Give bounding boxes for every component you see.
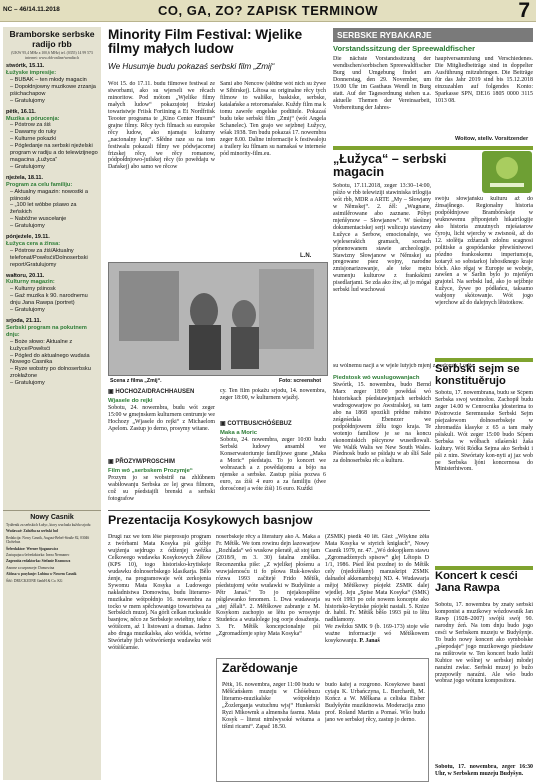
prozym-text: Prozym jo se wobstrił na zhlúbnem wabiłowanju Serbska ze lej grwa filmom, což su pśedstajili brenski a serbski fotografow [108,474,215,502]
serbske-col1: Die nächste Vorstandssitzung der wendischen/sorbischen Spreewaldfischer Burg und Umgebung findet am Donnerstag, den 29. November, um 19.00 Uhr im Gasthaus Wendl in Burg statt. Auf der Tagesordnung stehen u.a. aktuelle Themen der Vereinsarbeit, Vorbereitung der Jahres- [333,56,431,111]
event-date: srjoda, 21.11. [6,318,42,324]
event-head: Łužyca cera a źinsa: [6,240,61,247]
kosyk-col1: Drugi raz we tom lěśe pśeprosujo program z twórbami Mata Kosyka pśi góźbje wujźenja sejdrugo z ódźenjej zwěźka Celkowego wudawka Kosykowych Źěłow (KPS 10), togo historisko-krytiskeje wudawku dolnoserbskego klasikarja. Bělo źenje, na programowaje wót zerkojenia Sywomu Mata Kosyka a Ludowego nakładnistwa Domowina, budu literarno-muzikalne wótpołdnjo 16. nowembra za tocko w mem spěchowanigo towaristwa za Serbskich muzej. Na górli celkan rucksukle basnjow, něco ze Serbskeje swiełiny, teke z wótśicem, aź 1 listowani a dramas. Jadno abo druga muzikalska, ako wótkla, wórtne Stwórtaby jich wótwórśenju wudawku wót wótśišćamśe. [108,534,211,652]
sidebar-subtitle: (UKW 95,4 MHz a 100,6 MHz) tel. (0355) 14 99 573 internet: www.rbb-online/wendisch [11,51,93,60]
event-head: Muzika a pórucenja: [6,115,60,122]
rawp-body: Sobotu, 17. nowembra by znaty serbski komponist a muzikowy wózdowsnik Jan Rawp (1928–2007) swójśi swój 90. narodny źeń. Na tom dnju budo jogo cesći w Serbskem muzeju w Budyšynje. To budo nowy koncert ako symbolske „pśepodaje“ jogo muzikowego pśedstaw na mištrowie w. Ten koncert budo ludźi Kubice we wólnej w serbskej młodej naraźni zwłac. Serbski muzej jo bužo przepowiły naraźni. Ale wšo budo wobraz jogo wótunu kompositora. [435,602,533,685]
event-item: – Póstrow za śiś [10,122,51,129]
piedstosk-text: Stwórtk, 15. nowembra, budo Bernd Marx zeger 18:00 powědaś wó historiskach pśedstawjenjach serbskich wudrogowarjow po Awstralskej, su tam abo na 1868 spozikli prědne městno ześgeśedala Ebenezer we podpółdnjowem źělu togo kraja. Te wotenjo familiow je se na koncu ekonomiskich pśicynow wusedlowali. We Walik Walis we New South Wales. Pśednosk budo se pśidaju w ab śliš Sale za dolnoserbsku rěc a kulturu. [333,381,431,465]
sidebar-event [6,273,98,314]
nc-line: Ablosa w posyłanje: Lubina w Nowem Casnik [6,572,77,577]
event-item: – Ryze wobstry po dolnoserbsku zrokłažone [10,366,91,380]
hochoza-body [108,398,215,456]
sidebar-events [6,63,98,387]
event-item: – Nabóžne wuscełanje [10,216,67,223]
kosyk-col5-text: We zwězku SMK 9 (b. 169-173) stoje wše ważne informacije wó Mětškowem kosykowanju. [325,624,429,645]
prozym-label: ▣ PŘOZYM/PROSCHIM [108,459,176,465]
page-number: 7 [518,0,530,22]
event-item: – Gratulujomy [10,223,45,230]
sejm-title: Serbski sejm se konstituěrujo [435,363,520,387]
sidebar-event [6,234,98,269]
article1-title: Minority Film Festival: Wjelike filmy małych ludow [108,27,303,57]
luzyca-title: „Łužyca“ – serbski magacin [333,152,447,180]
event-item: – Pógledanje na serbski njeźelski program w radiju a do telewizijnego magacina „Łužyca“ [10,143,98,163]
sidebar-event [6,63,98,104]
sidebar-event [6,109,98,171]
cottbus-text: Sobotu, 24. nowembra, zeger 10:00 budu Serbski ludowy ansambl we Konserwatoriumje familijowe grane „Maka a Moric“ pśedstaju. To jo koncert we wobrazach a z powědajomu a bójo na njenske a serbske. Zastup pśiśa pozwa 6 euro, za źiśi 4 euro a za familiju (dwe dorosćonej a wóte źiśi) 16 euro. Kuźtki [220,436,326,492]
nc-line: Redakcija: Nowy Casnik, August-Bebel-Straße 82, 03046 Chóśebuz [6,535,90,545]
event-date: stwórtk, 15.11. [6,63,45,70]
event-date: pětk, 16.11. [6,108,36,115]
rawp-title: Koncert k cesći Jana Rawpa [435,570,518,594]
page-header [0,0,536,22]
article1-subtitle: We Husumje budu pokazaś serbski film „Zmij“ [108,62,275,71]
nc-line: Tydźenik za serbskich Łužyc, ktory wuchada kuždu srjodu [6,523,91,527]
kosyk-col3: noserbskeje rěcy a literatury ako A. Maka a Fr. Mětšk. We tom rowinu dejn lazowarjow „Rozhlada“ wó wuskow pšeratě, až stoj tam (2018/9, m 3. 30) fatalna změška. Recenzentka piše: „Z wjelikej płośenu a wuwjalenosću ti fo pšowa Ruk-kowsko rózwa 1993 začitejé Frido Mětšk, pśedstujomj wóte wudawki w Budyšinie a Pětr Janaś.“ To jo njejakospěšne pśiglewanko fenomen. 1. Dwa wudawarja „stej źělali“. 2. Mětškowe zabranje z M. Kosykom zachopjo se lětu po wrosynje Studeńca a wutalolege jog oorje dosaženja. 3. Fr. Mětšk koncepcionalnje pśi „Zgromadźenje spisy Mata Kosyka“ [216,534,320,638]
article1-col2: Sami abo Nencow (słědne wót nich su žywe w Sibirskej). Lětosa su originalne rěcy tych filmow to wališke, baskiske, serbske, katalańske a retoromańske. Kuždy film ma k tomu zawrěe engelske podtitele. Pokazaś budu teke serbski film „Zmij“ (wót Angela Schanelec). Ten grajo we sejzbnej Łužycy, wšak 1938. Ten budu pokazaś 17. nowembra zeger 8.00. Daline informacije k festiwaloju a trailery ku filmam su namakaś w interneśe pód minority-film.eu. [220,81,326,157]
prozym-head: Film wó „serbskem Prozymje“ [108,468,193,474]
event-item: – Boże słowo: Aktualne z Łužyce/Powěsći [10,338,73,352]
serbske-head: Vorstandssitzung der Spreewaldfischer [333,44,476,53]
luzyca-logo-icon [482,151,532,193]
kosyk-col4-text: (ZSMK) pśedk 40 lět. Gleż „Wšykne źěła Mata Kosyka w styrich knigłach“, Nowy Casnik 1979, nr. 47. „Wó dokopjkem stawu „Zgromadźenych spisow“ glej Lětopis D 1/1, 1986. Pśed lěsi pozdnej to do Mětšk cely (njedoźěłany) manuskript ZSMK dalnadoł akkenamboju) ND. 4. Wudawarja mějoj Mětškowy pśojekt ZSMK dalej wjedlej. Jeju „Spise Mata Kosyka“ (SMK) su wót 1993 po cele nowem koncepte ako historisko-krytiske pśojekt nastali. 5. Knize dr. habil. Fr. Mětšk běšo 1993 pśi to lětu nadhlamony. [325,534,429,624]
pin-icon: ▣ [220,421,226,427]
zarod-title: Zarědowanje [222,661,298,675]
piedstosk-body [333,375,431,503]
event-item: – Dawamy do ruky [10,129,57,136]
article1-col1: Wót 15. do 17.11. budu filmowe festiwal ze stworbami, ako su wjerseli we rěcach minoritow. Pod mótom „Wjelike filmy małych ludow“ pokazujotej frizskej towaristwje Friisk Foriining a Et Nordfriisk Teooter programa te „Kino Center Husum“ grajne filmy. Rěcy tych filmach su europske rěcy ludow, ako njamaju kulturny „nacionalny kraj“. Słědne raze su na tom festiwalu pokazali filmy we pódwjacornej frizskej rěcy, we rěcy romanow, pódpołdnjowo-jutlskej rěcy (to powědaju w Dańskej) abo samo we rěcow [108,81,215,171]
cottbus-label: ▣ COTTBUS/CHÓŚEBUZ [220,421,292,427]
film-scene-photo [108,262,328,376]
event-item: – Dopołdnjowny muzikowe zrzanja pśichachapow [10,83,96,97]
hochoza-text: Sobotu, 24. nowembra, budu wót zeger 15:00 w gmejnskem kulturnem centrumje we Hochozy „Wjasele do rejki“ z Michaelom Apelom. Zastup jo derno, prosymy witane. [108,404,215,432]
serbske-label: SERBSKE RYBAKARJE [333,28,533,42]
prozym-body [108,468,215,508]
event-item: – Gratulujomy [10,163,45,170]
event-date: pónjeźele, 19.11. [6,234,50,241]
event-item: – Kulturny pśinosk [10,286,56,293]
event-item: – BUBAK – ten młody magacin [10,77,87,83]
event-head: Kulturny magazin: [6,279,55,286]
nc-title: Nowy Casnik [30,514,74,521]
event-item: – Póstrow za źiś/Aktualny telefonat/Powěsći/Dolnoserbski report/Gratulujomy [10,247,88,268]
serbske-signature: Woitow, stellv. Vorsitzender [455,136,529,142]
nc-line: Šefredaktor: Werner Sjoganowicz [6,546,59,551]
film-scene-image [109,263,327,375]
nc-lines [6,523,98,583]
nc-line: Zagronita redaktorka: Stefanie Kramowa [6,559,71,564]
zarod-text: Pětk, 16. nowembra, zeger 11:00 budu w Měšćańskem muzeju w Chóśebuzu literarno-muzikalske wótpołdnjo „Žozlerganja wutuchnu wjsj“ Hunkerski Ryzi Mikowmk a almensha fasmu. Mata Kosyk – literat nimlwysoké wótama a tišmi ricami“. Zapač 18.50. [222,682,320,730]
kosyk-col4 [325,534,429,662]
nc-line: Anonse a rozpraweje: Domowina [6,565,55,570]
event-item: – „100 let wóbbe pśawo za žeńskich [10,202,77,216]
photo-caption: Scena z filma „Zmij“. [110,378,162,384]
event-head: Serbski program na pokutnem dnju: [6,324,87,338]
event-date: njeźela, 18.11. [6,174,44,181]
rawp-date: Sobotu, 17. nowembra, zeger 16:30 Uhr, w Serbskem muzeju Budyšyn. [435,764,533,777]
nowy-casnik-box [3,510,101,780]
sidebar-radio [3,27,101,780]
photo-credit: Foto: screenshot [279,378,322,384]
event-item: – Gratulujomy [10,307,45,314]
divider-bar [435,358,533,362]
serbske-col2: hauptversammlung und Verschiedenes. Die Mitgliedbeiträge sind in doppelter Ausführung mitzubringen. Die Beiträge für das Jahr 2019 sind bis 15.12.2018 einzuzahlen auf folgendes Konto: Sparkasse SPN, DE16 1805 0000 3115 1013 08. [435,56,533,104]
event-item: – Kulturne pokazki [10,136,57,143]
article1-signature: L.N. [300,253,312,259]
kosyk-title: Prezentacija Kosykowych basnjow [108,513,313,527]
cottbus-body [220,430,326,510]
luzyca-col2: swóju słowjańsku kulturu až do źinsajšnego. Regionalny historia podpółdnjowe Brambórskeje w wuknowemu připonjeteb hikatrilogije ako historia znuutnych mjeśatarow čyroju, licht wjerchy w zwisnośi, až do 12. stolětja zdźarzali zdolnu scagnosi politiske a gospódarske přewiśniwowi pózdno frankoskemu imperiumoju, kotaryž so sobstarkoj lubostknego kraje bóch. Ako rěgaj w Europje se wobeje, zawšen a w Sarlin bylo jo mjeńšyn grajotel. Na serbski lud, ako jo sejźbnje Łužyce, žywe po pódłańcu, taksamo wabjony skótowanje. Wót jogo wjerchow až do dalejnych lětstotkow. [435,196,533,307]
event-head: Program za celu familiju: [6,181,73,188]
luzyca-col3: su wólnemu nacji a w wjele lutyjcb mjenj z podomik Łodže. [333,363,476,369]
sidebar-event [6,318,98,387]
piedstosk-head: Piedstosk wó wuslugowanjach [333,375,420,381]
divider-line [108,510,430,511]
nc-line: Zastupujuca šefredaktorka: Ineza Nermanec [6,553,70,558]
event-head: Łužyske impresije: [6,70,57,77]
issue-label: NC – 46/14.11.2018 [3,6,60,13]
event-item: – Gratulujomy [10,380,45,387]
page-title: CO, GA, ZO? ZAPISK TERMINOW [157,3,379,18]
event-date: wałtoru, 20.11. [6,272,45,279]
event-item: – Gratulujomy [10,97,45,104]
event-item: – Gaź muzika k 90. narodnemu dnju Jana Rawpa (portret) [10,293,88,307]
event-item: – Pógled do aktualnego wudaśa Nowego Casnika [10,352,90,366]
hochoza-label: ▣ HOCHOZA/DRACHHAUSEN [108,389,195,395]
cottbus-head: Maka a Moric [220,430,257,436]
pin-icon: ▣ [108,389,114,395]
sidebar-event [6,175,98,230]
luzyca-col1: Sobotu, 17.11.2018, zeger 13:30–14:00, pśiźo w rbb telewiziji stawiniska trilogija wót rbb, MDR a ARTE „My – Słowjany w Němskej“. 2. źěl: „Wugnane, asimilěrowane abo zaznane. Póbyt mjeńšynow – Słowjanow“. W tśeśinej dokumentaciskej serji wulicuju stawizny Łužyce a Serbow, emocionalnje, we wjeleserakich gramach, scenach pónenowanem stawie archeologije. Stawizny Słowjanow w Němskej su pregowane pśez wojny, narodne zmisjonarizowanje, ale teke mężu wumenju kulturow z frankskimi pisedlarjami. Se zda ako źiw, až jo mógał serbski lud wuchowaś [333,183,431,294]
hochoza-head: Wjasele do rejki [108,398,153,404]
event-item: – Aktualny magazin: nowostki a pśinoski [10,188,89,202]
sejm-body: Sobotu, 17. nowembrana, budu se Sćpem Serbska swoj wotmołou. Zachopił budu zeger 14.00 w Cenrocnika jdosterima to Póstrowzie Seremuuske Serbski Sejm pśejzałowom dolnoserbskeje w zhromadźa klasyke z 65 a tam mały pśiskuli. Wót zeger 15:00 budo Sćpem Serbska w wólbach stlaśerski žaša kultury. Wót Ródka Sejma ako Serbski i pśi z nim. Stwórtaty kon-nyti aj jaz wob pe Serbska ljóni koncernosa do Ministerhiwom. [435,390,533,473]
nc-line: Śišć: DRUCKZONE GmbH & Co. KG [6,578,63,583]
sidebar-title: Bramborske serbske radijo rbb [9,29,95,49]
pin-icon: ▣ [108,459,114,465]
divider-bar [333,146,533,150]
kosyk-signature: P. Janaš [359,638,380,645]
zarod-text2: budo kafej a rozgrono. Kosykowe basni cytaju K. Urbańczyna, L. Burchardt, M. Kończ a W. Mělkana a celiska Eisber Budyšyńte muzikinowia. Moderacija zmo prof. Roland Martin a Pomaś. Wšo budu jano we serbskej rěcy, zastup jo derno. [325,682,425,723]
hochoza-text2: cy. Ten film pokažu srjodu, 14. nowembra, zeger 18:00, w kulturnem wjaźbj. [220,388,326,401]
nc-line: Wudawaŕ: Załožba za serbski lud [6,529,58,534]
luzyca-logo [482,151,532,193]
